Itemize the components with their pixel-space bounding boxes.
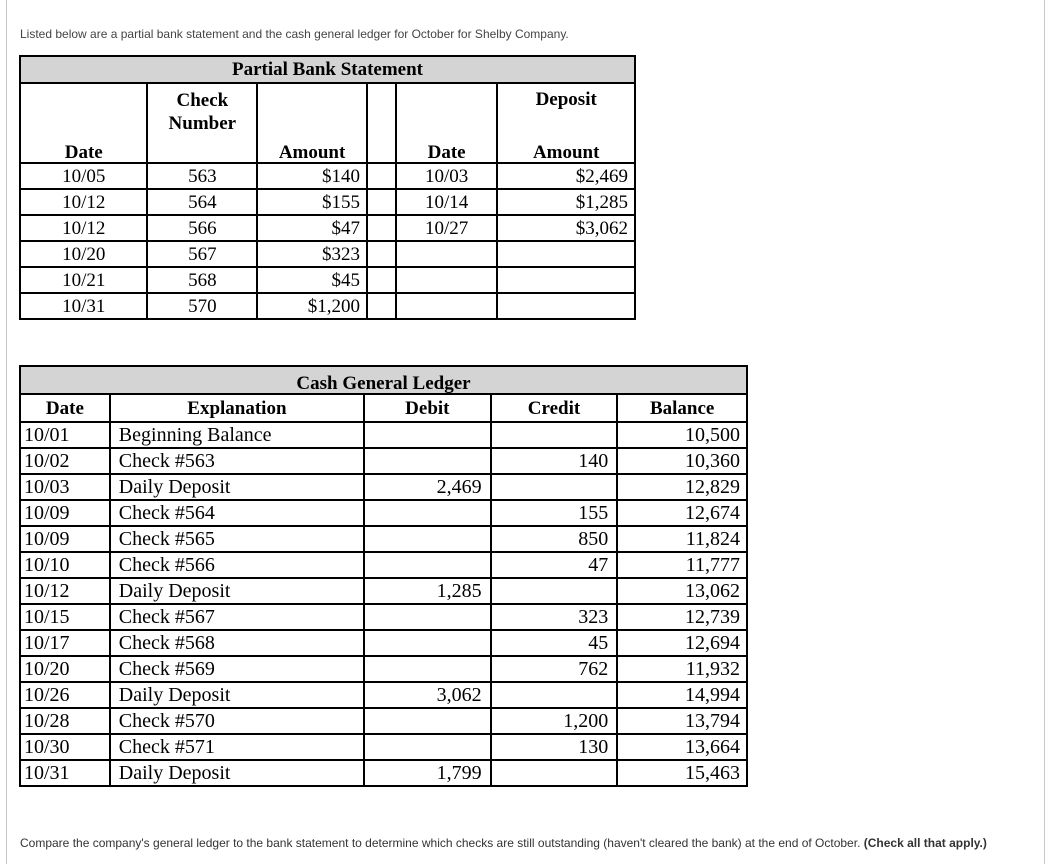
ledger-debit-cell: 3,062 (364, 682, 491, 708)
bank-date-cell: 10/21 (20, 267, 147, 293)
ledger-balance-cell: 11,777 (617, 552, 747, 578)
ledger-balance-cell: 12,674 (617, 500, 747, 526)
bank-amount-cell: $45 (257, 267, 367, 293)
ledger-debit-cell (364, 656, 491, 682)
bank-spacer-cell (367, 163, 396, 189)
bank-header-deposit-date: Date (396, 83, 498, 163)
bank-check-cell: 563 (147, 163, 257, 189)
ledger-date-cell: 10/31 (20, 760, 110, 786)
bank-deposit-amount-cell: $1,285 (497, 189, 635, 215)
ledger-header-credit: Credit (491, 394, 618, 422)
bank-header-spacer (367, 83, 396, 163)
ledger-date-cell: 10/26 (20, 682, 110, 708)
ledger-debit-cell: 1,799 (364, 760, 491, 786)
ledger-credit-cell: 130 (491, 734, 618, 760)
ledger-explanation-cell: Check #570 (110, 708, 364, 734)
ledger-balance-cell: 12,739 (617, 604, 747, 630)
ledger-debit-cell (364, 526, 491, 552)
bank-amount-cell: $155 (257, 189, 367, 215)
ledger-row (20, 474, 747, 500)
ledger-row (20, 682, 747, 708)
ledger-date-cell: 10/09 (20, 500, 110, 526)
ledger-credit-cell: 850 (491, 526, 618, 552)
ledger-date-cell: 10/17 (20, 630, 110, 656)
ledger-balance-cell: 11,932 (617, 656, 747, 682)
check-label-line1: Check (176, 90, 229, 111)
ledger-debit-cell (364, 630, 491, 656)
ledger-row (20, 552, 747, 578)
bank-deposit-amount-cell (497, 241, 635, 267)
ledger-debit-cell (364, 552, 491, 578)
bank-spacer-cell (367, 293, 396, 319)
bank-header-check-number (147, 83, 257, 163)
ledger-explanation-cell: Check #571 (110, 734, 364, 760)
bank-spacer-cell (367, 189, 396, 215)
bank-date-cell: 10/20 (20, 241, 147, 267)
ledger-explanation-cell: Check #565 (110, 526, 364, 552)
bank-amount-cell: $140 (257, 163, 367, 189)
bank-deposit-amount-cell (497, 267, 635, 293)
ledger-credit-cell: 323 (491, 604, 618, 630)
question-instruction: (Check all that apply.) (863, 836, 987, 850)
bank-spacer-cell (367, 241, 396, 267)
ledger-credit-cell: 155 (491, 500, 618, 526)
ledger-explanation-cell: Beginning Balance (110, 422, 364, 448)
ledger-row (20, 734, 747, 760)
ledger-date-cell: 10/15 (20, 604, 110, 630)
bank-check-cell: 564 (147, 189, 257, 215)
ledger-date-cell: 10/20 (20, 656, 110, 682)
intro-text: Listed below are a partial bank statement and the cash general ledger for October for Shelby Company. (20, 27, 569, 41)
bank-date-cell: 10/12 (20, 189, 147, 215)
bank-deposit-amount-cell (497, 293, 635, 319)
question-text (20, 836, 987, 850)
check-label-line2: Number (168, 112, 237, 134)
bank-deposit-amount-cell: $3,062 (497, 215, 635, 241)
ledger-debit-cell: 1,285 (364, 578, 491, 604)
ledger-explanation-cell: Check #566 (110, 552, 364, 578)
bank-row (20, 189, 635, 215)
ledger-balance-cell: 13,062 (617, 578, 747, 604)
ledger-credit-cell: 47 (491, 552, 618, 578)
ledger-credit-cell (491, 474, 618, 500)
bank-header-deposit (497, 83, 635, 163)
ledger-date-cell: 10/10 (20, 552, 110, 578)
ledger-date-cell: 10/28 (20, 708, 110, 734)
ledger-credit-cell: 1,200 (491, 708, 618, 734)
ledger-date-cell: 10/01 (20, 422, 110, 448)
bank-deposit-date-cell: 10/14 (396, 189, 498, 215)
bank-deposit-date-cell: 10/27 (396, 215, 498, 241)
ledger-credit-cell: 45 (491, 630, 618, 656)
bank-check-cell: 567 (147, 241, 257, 267)
ledger-balance-cell: 13,794 (617, 708, 747, 734)
ledger-balance-cell: 15,463 (617, 760, 747, 786)
ledger-explanation-cell: Daily Deposit (110, 474, 364, 500)
ledger-header-debit: Debit (364, 394, 491, 422)
ledger-date-cell: 10/09 (20, 526, 110, 552)
ledger-row (20, 526, 747, 552)
bank-date-cell: 10/12 (20, 215, 147, 241)
ledger-credit-cell (491, 578, 618, 604)
bank-amount-cell: $47 (257, 215, 367, 241)
bank-deposit-date-cell (396, 241, 498, 267)
ledger-explanation-cell: Check #569 (110, 656, 364, 682)
ledger-debit-cell (364, 708, 491, 734)
ledger-credit-cell: 762 (491, 656, 618, 682)
ledger-balance-cell: 10,360 (617, 448, 747, 474)
ledger-balance-cell: 13,664 (617, 734, 747, 760)
bank-spacer-cell (367, 267, 396, 293)
ledger-debit-cell (364, 604, 491, 630)
ledger-date-cell: 10/30 (20, 734, 110, 760)
ledger-rows (20, 422, 747, 786)
bank-row (20, 215, 635, 241)
bank-statement-title: Partial Bank Statement (20, 56, 635, 83)
ledger-debit-cell: 2,469 (364, 474, 491, 500)
ledger-header-date: Date (20, 394, 110, 422)
bank-row (20, 241, 635, 267)
bank-deposit-date-cell: 10/03 (396, 163, 498, 189)
ledger-credit-cell (491, 682, 618, 708)
ledger-debit-cell (364, 734, 491, 760)
bank-statement-table (19, 55, 636, 320)
bank-statement-rows (20, 163, 635, 319)
ledger-row (20, 422, 747, 448)
ledger-credit-cell (491, 760, 618, 786)
bank-amount-cell: $323 (257, 241, 367, 267)
ledger-balance-cell: 14,994 (617, 682, 747, 708)
ledger-date-cell: 10/03 (20, 474, 110, 500)
ledger-explanation-cell: Check #563 (110, 448, 364, 474)
question-prompt: Compare the company's general ledger to the bank statement to determine which checks are still outstanding (haven't cleared the bank) at the end of October. (20, 836, 861, 850)
ledger-header-row (20, 394, 747, 422)
ledger-date-cell: 10/12 (20, 578, 110, 604)
ledger-row (20, 708, 747, 734)
ledger-row (20, 604, 747, 630)
bank-row (20, 163, 635, 189)
ledger-explanation-cell: Check #567 (110, 604, 364, 630)
ledger-explanation-cell: Daily Deposit (110, 760, 364, 786)
ledger-row (20, 448, 747, 474)
ledger-header-balance: Balance (617, 394, 747, 422)
bank-date-cell: 10/05 (20, 163, 147, 189)
ledger-row (20, 656, 747, 682)
ledger-row (20, 630, 747, 656)
ledger-title: Cash General Ledger (20, 366, 747, 394)
bank-date-cell: 10/31 (20, 293, 147, 319)
ledger-explanation-cell: Check #564 (110, 500, 364, 526)
ledger-header-explanation: Explanation (110, 394, 364, 422)
bank-amount-cell: $1,200 (257, 293, 367, 319)
ledger-debit-cell (364, 448, 491, 474)
deposit-label: Deposit (535, 89, 597, 110)
bank-deposit-date-cell (396, 293, 498, 319)
ledger-balance-cell: 10,500 (617, 422, 747, 448)
bank-check-cell: 570 (147, 293, 257, 319)
bank-header-amount: Amount (257, 83, 367, 163)
ledger-explanation-cell: Daily Deposit (110, 682, 364, 708)
ledger-explanation-cell: Check #568 (110, 630, 364, 656)
ledger-credit-cell: 140 (491, 448, 618, 474)
bank-deposit-date-cell (396, 267, 498, 293)
bank-header-row (20, 83, 635, 163)
cash-general-ledger-table (19, 365, 748, 787)
bank-spacer-cell (367, 215, 396, 241)
bank-row (20, 293, 635, 319)
ledger-row (20, 500, 747, 526)
ledger-debit-cell (364, 422, 491, 448)
bank-header-date: Date (20, 83, 147, 163)
ledger-balance-cell: 12,829 (617, 474, 747, 500)
deposit-amount-label: Amount (532, 142, 600, 163)
ledger-row (20, 760, 747, 786)
ledger-date-cell: 10/02 (20, 448, 110, 474)
ledger-debit-cell (364, 500, 491, 526)
ledger-row (20, 578, 747, 604)
bank-check-cell: 568 (147, 267, 257, 293)
bank-row (20, 267, 635, 293)
ledger-balance-cell: 11,824 (617, 526, 747, 552)
ledger-explanation-cell: Daily Deposit (110, 578, 364, 604)
bank-check-cell: 566 (147, 215, 257, 241)
ledger-balance-cell: 12,694 (617, 630, 747, 656)
ledger-credit-cell (491, 422, 618, 448)
bank-deposit-amount-cell: $2,469 (497, 163, 635, 189)
